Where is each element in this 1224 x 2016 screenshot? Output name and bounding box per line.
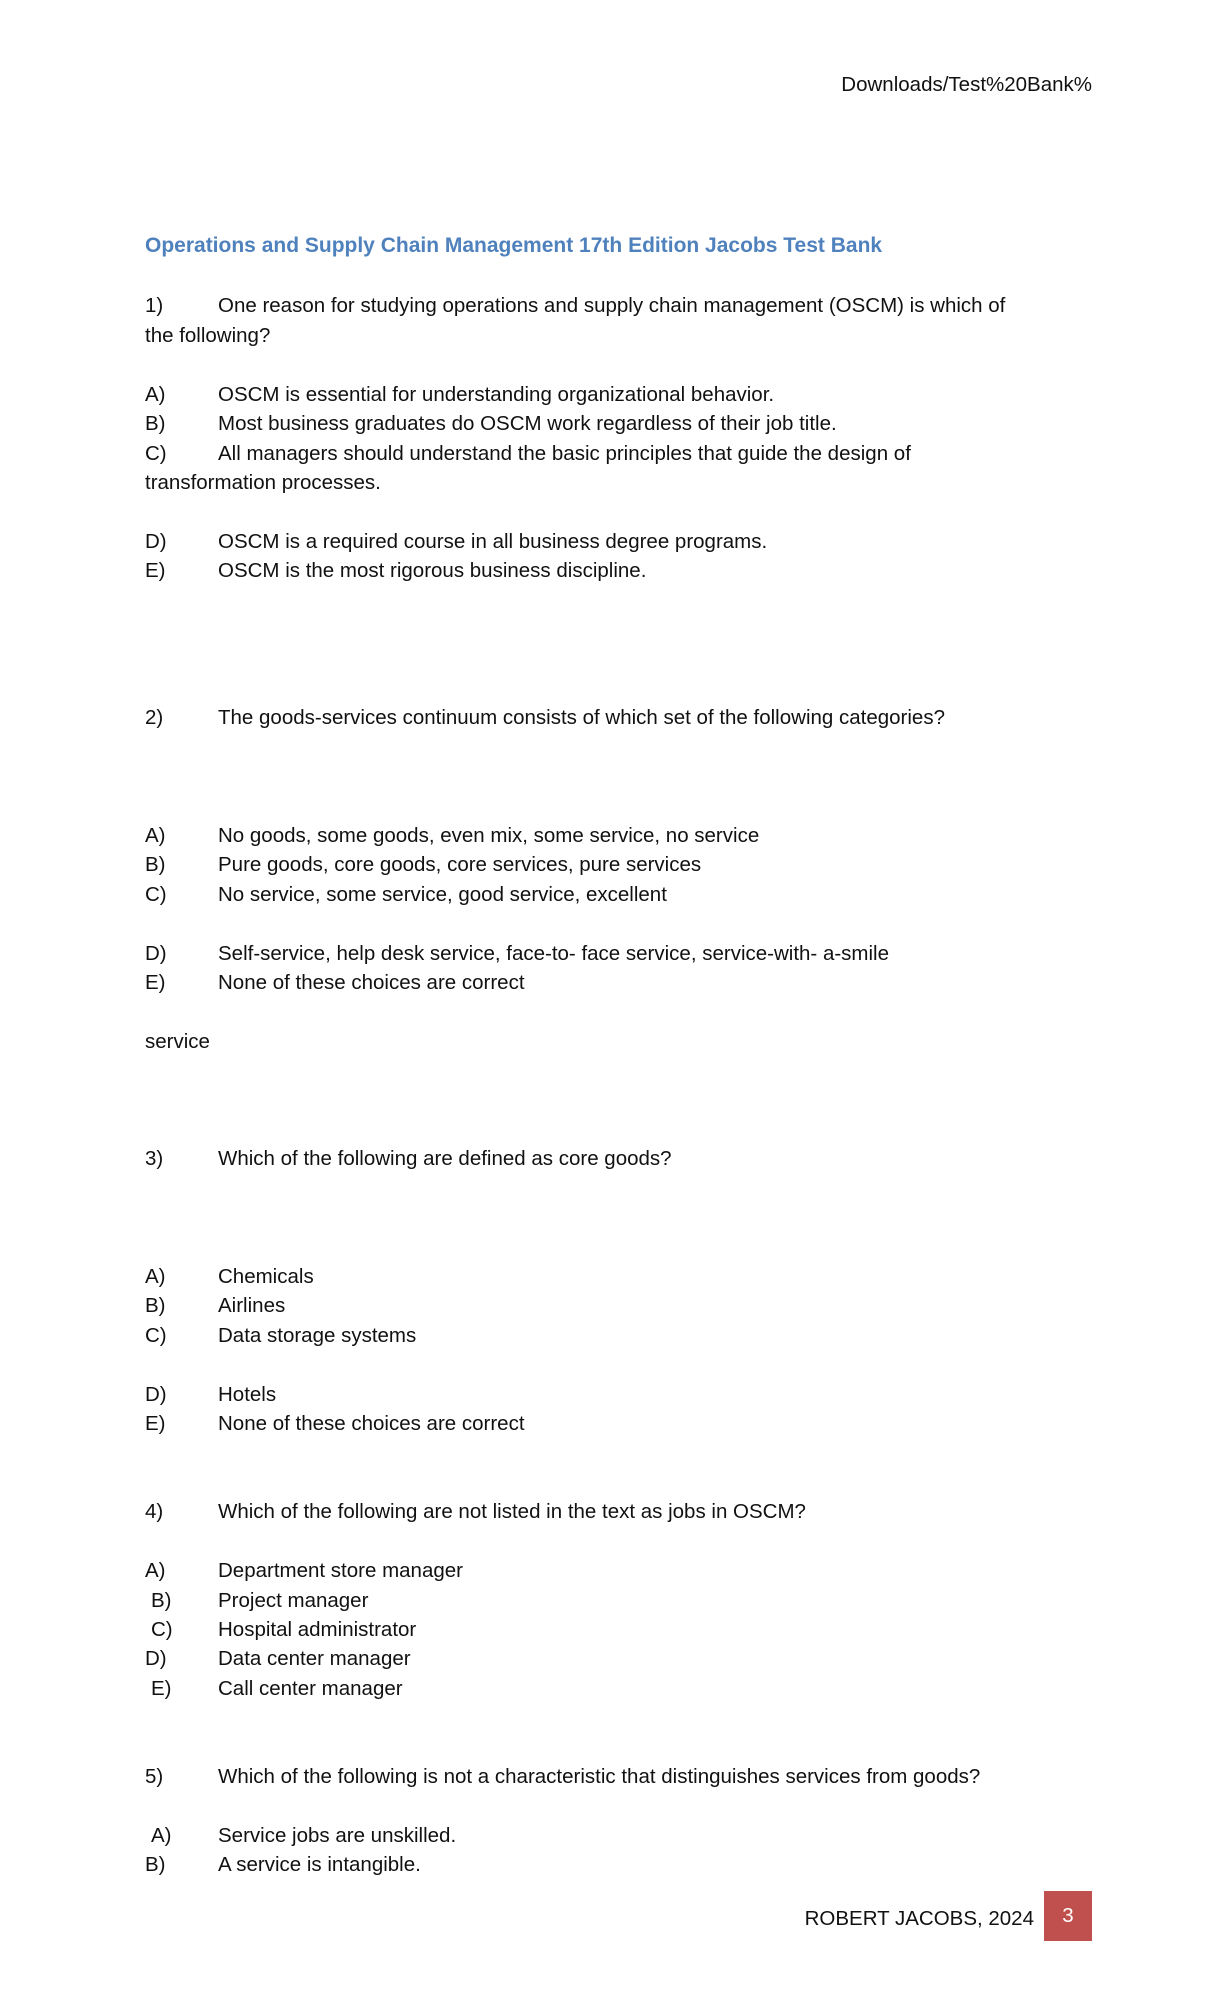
choice-letter: E): [145, 1412, 166, 1435]
choice-letter: E): [145, 971, 166, 994]
choice-text: Call center manager: [218, 1677, 403, 1700]
question-text: Which of the following are defined as core goods?: [218, 1147, 672, 1170]
question-number: 4): [145, 1500, 164, 1523]
header-path: Downloads/Test%20Bank%: [841, 73, 1092, 96]
page-number: 3: [1044, 1891, 1092, 1941]
choice-letter: B): [145, 1294, 166, 1317]
question-number: 1): [145, 294, 164, 317]
question-number: 5): [145, 1765, 164, 1788]
choice-letter: C): [151, 1618, 173, 1641]
choice-letter: D): [145, 942, 167, 965]
choice-text: Service jobs are unskilled.: [218, 1824, 457, 1847]
choice-text: Project manager: [218, 1589, 369, 1612]
footer-author: ROBERT JACOBS, 2024: [804, 1907, 1034, 1930]
question-number: 2): [145, 706, 164, 729]
choice-text: No goods, some goods, even mix, some service, no service: [218, 824, 760, 847]
question-text: The goods-services continuum consists of which set of the following categories?: [218, 706, 945, 729]
choice-text: Data center manager: [218, 1647, 411, 1670]
choice-text: Hotels: [218, 1383, 277, 1406]
choice-letter: D): [145, 1383, 167, 1406]
choice-letter: D): [145, 530, 167, 553]
choice-text: OSCM is the most rigorous business discipline.: [218, 559, 647, 582]
choice-text: Chemicals: [218, 1265, 314, 1288]
choice-text: OSCM is essential for understanding organizational behavior.: [218, 383, 775, 406]
choice-text: Data storage systems: [218, 1324, 417, 1347]
choice-letter: B): [145, 412, 166, 435]
choice-text: Self-service, help desk service, face-to- face service, service-with- a-smile: [218, 942, 890, 965]
choice-text: None of these choices are correct: [218, 971, 525, 994]
question-text: Which of the following is not a characteristic that distinguishes services from goods?: [218, 1765, 981, 1788]
choice-text: No service, some service, good service, excellent: [218, 883, 667, 906]
choice-letter: A): [151, 1824, 172, 1847]
trailing-text: service: [145, 1030, 210, 1053]
choice-letter: C): [145, 883, 167, 906]
choice-letter: C): [145, 1324, 167, 1347]
choice-letter: A): [145, 383, 166, 406]
question-number: 3): [145, 1147, 164, 1170]
choice-letter: A): [145, 824, 166, 847]
choice-text-continuation: transformation processes.: [145, 471, 381, 494]
choice-text: None of these choices are correct: [218, 1412, 525, 1435]
choice-letter: B): [151, 1589, 172, 1612]
question-text-continuation: the following?: [145, 324, 271, 347]
choice-letter: E): [151, 1677, 172, 1700]
choice-text: Airlines: [218, 1294, 286, 1317]
question-text: Which of the following are not listed in the text as jobs in OSCM?: [218, 1500, 806, 1523]
choice-letter: D): [145, 1647, 167, 1670]
choice-letter: A): [145, 1265, 166, 1288]
choice-letter: E): [145, 559, 166, 582]
choice-letter: B): [145, 853, 166, 876]
choice-text: Hospital administrator: [218, 1618, 417, 1641]
choice-text: All managers should understand the basic principles that guide the design of: [218, 442, 911, 465]
choice-letter: A): [145, 1559, 166, 1582]
choice-text: Pure goods, core goods, core services, pure services: [218, 853, 702, 876]
question-text: One reason for studying operations and supply chain management (OSCM) is which of: [218, 294, 1006, 317]
choice-text: Department store manager: [218, 1559, 463, 1582]
choice-letter: C): [145, 442, 167, 465]
choice-text: Most business graduates do OSCM work regardless of their job title.: [218, 412, 837, 435]
choice-letter: B): [145, 1853, 166, 1876]
document-title: Operations and Supply Chain Management 17th Edition Jacobs Test Bank: [145, 234, 883, 257]
choice-text: A service is intangible.: [218, 1853, 421, 1876]
choice-text: OSCM is a required course in all business degree programs.: [218, 530, 768, 553]
